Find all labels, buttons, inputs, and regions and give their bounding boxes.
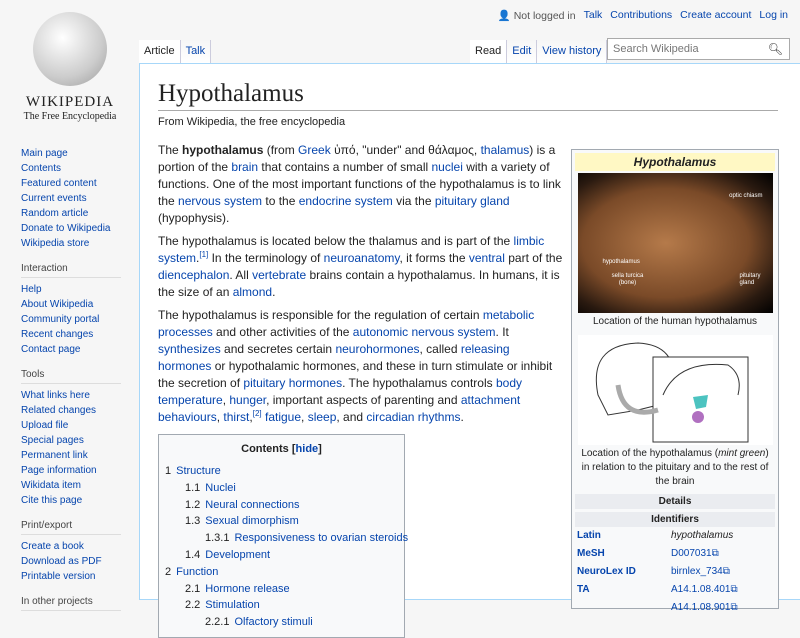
text: and other activities of the — [212, 325, 353, 339]
text: (hypophysis). — [158, 211, 230, 225]
sidebar-item[interactable]: About Wikipedia — [21, 299, 94, 310]
logo-tagline: The Free Encyclopedia — [23, 111, 117, 122]
sidebar-section-heading: Interaction — [21, 263, 121, 278]
text: . All — [229, 268, 253, 282]
sidebar-item[interactable]: Permanent link — [21, 450, 88, 461]
toc-hide-link[interactable]: hide — [295, 443, 319, 455]
paragraph — [158, 142, 564, 227]
article-link[interactable]: sleep — [307, 410, 337, 424]
text: , — [301, 410, 308, 424]
infobox-key[interactable]: TA — [577, 584, 590, 595]
text: . It — [495, 325, 509, 339]
infobox-value[interactable]: A14.1.08.901 — [671, 602, 731, 613]
toc-link[interactable]: Sexual dimorphism — [205, 515, 299, 528]
text: . — [196, 251, 200, 265]
sidebar-item[interactable]: Printable version — [21, 571, 96, 582]
sidebar-item[interactable]: Main page — [21, 148, 68, 159]
infobox — [571, 149, 779, 613]
infobox-row — [575, 527, 775, 545]
toc-item[interactable] — [165, 581, 398, 598]
infobox-value[interactable]: A14.1.08.401 — [671, 584, 731, 595]
text: , — [222, 393, 230, 407]
site-sub: From Wikipedia, the free encyclopedia — [158, 116, 346, 128]
toc-link[interactable]: Structure — [176, 465, 221, 477]
article-link[interactable]: neuroanatomy — [323, 251, 400, 265]
article-link[interactable]: vertebrate — [252, 268, 307, 282]
sidebar-item[interactable]: Donate to Wikipedia — [21, 223, 111, 234]
logo-wordmark: WIKIPEDIA — [25, 94, 115, 110]
toc-item[interactable] — [165, 530, 409, 547]
sidebar-item[interactable]: Related changes — [21, 405, 97, 416]
text: (from — [263, 143, 299, 157]
article-link[interactable]: brain — [231, 160, 259, 174]
text: or hypothalamic hormones, and these in turn stimulate or inhibit the secretion of — [158, 359, 553, 390]
article-link[interactable]: thirst — [223, 410, 250, 424]
sidebar-item[interactable]: Wikidata item — [21, 480, 82, 491]
diagram-icon — [578, 335, 773, 445]
tab-edit[interactable]: Edit — [507, 40, 537, 63]
toc-link[interactable]: Development — [205, 548, 271, 561]
sidebar-section-heading: Print/export — [21, 520, 121, 535]
toc-link[interactable]: Function — [176, 565, 219, 578]
sidebar-item[interactable]: Current events — [21, 193, 87, 204]
text: and secretes certain — [220, 342, 336, 356]
article-link[interactable]: metabolic processes — [158, 308, 535, 339]
label-pituitary-gland: pituitary gland — [739, 273, 761, 286]
text: ) is a portion of the — [158, 143, 556, 174]
toc-link[interactable]: Nuclei — [205, 481, 236, 494]
sidebar-section-heading: Tools — [21, 369, 121, 384]
sidebar-item[interactable]: Cite this page — [21, 495, 83, 506]
sidebar — [21, 146, 131, 615]
sidebar-item[interactable]: Random article — [21, 208, 89, 219]
caption-1: Location of the human hypothalamus — [593, 316, 757, 327]
infobox-row — [575, 545, 775, 563]
text: The hypothalamus is located below the thalamus and is part of the — [158, 234, 514, 248]
search-input[interactable]: Search Wikipedia 🔍︎ — [607, 38, 790, 60]
caption-2: Location of the hypothalamus (mint green) in relation to the pituitary and to the rest of the brain — [581, 448, 769, 487]
sidebar-item[interactable]: Special pages — [21, 435, 84, 446]
sidebar-item[interactable]: What links here — [21, 390, 90, 401]
article-link[interactable]: autonomic nervous system — [352, 325, 496, 339]
brain-section-image[interactable] — [578, 173, 773, 313]
article-link[interactable]: thalamus — [480, 143, 530, 157]
user-icon: 👤 — [497, 10, 511, 22]
toc-number: 2.2.1 — [205, 616, 230, 629]
talk-link[interactable]: Talk — [583, 9, 603, 21]
external-link-icon: ⧉ — [722, 566, 730, 577]
toc-number: 1.3.1 — [205, 532, 230, 545]
external-link-icon: ⧉ — [730, 602, 738, 613]
sidebar-item[interactable]: Page information — [21, 465, 97, 476]
infobox-value: hypothalamus — [671, 530, 734, 541]
article-link[interactable]: limbic system — [158, 234, 545, 265]
text: brains contain a hypothalamus. In humans, it is the size of an — [158, 268, 560, 299]
article-link[interactable]: nuclei — [431, 160, 463, 174]
table-of-contents: Contents [hide] 1 Structure 1.1 Nuclei 1.2 Neural connections 1.3 Sexual dimorphism 1.3.1 Responsiveness to ovarian steroids 1.4 Development 2 Function 2.1 Hormone release 2.2 Stimulation 2.2.1 Olfactory stimuli — [158, 434, 405, 638]
article-link[interactable]: body temperature — [158, 376, 523, 407]
article-link[interactable]: neurohormones — [335, 342, 420, 356]
toc-item[interactable] — [165, 463, 398, 480]
article-link[interactable]: almond — [232, 285, 273, 299]
text: , it forms the — [399, 251, 469, 265]
sidebar-item[interactable]: Contact page — [21, 344, 81, 355]
reference[interactable]: [1] — [199, 250, 209, 259]
article-link[interactable]: ventral — [468, 251, 505, 265]
text: , called — [419, 342, 461, 356]
toc-number: 1 — [165, 465, 172, 477]
article-link[interactable]: attachment behaviours — [158, 393, 521, 424]
toc-link[interactable]: Hormone release — [205, 582, 290, 595]
infobox-value[interactable]: birnlex_734 — [671, 566, 723, 577]
text: that contains a number of small — [258, 160, 432, 174]
contributions-link[interactable]: Contributions — [610, 9, 673, 21]
content — [139, 63, 800, 629]
not-logged-in: 👤 Not logged in — [497, 10, 576, 22]
toc-item[interactable] — [165, 480, 398, 497]
infobox-row — [575, 563, 775, 581]
label-optic-chiasm: optic chiasm — [729, 193, 763, 199]
sidebar-item[interactable]: Featured content — [21, 178, 97, 189]
toc-link[interactable]: Responsiveness to ovarian steroids — [234, 532, 409, 545]
article-link[interactable]: circadian rhythms — [366, 410, 461, 424]
label-sella-turcica: sella turcica (bone) — [611, 273, 644, 286]
toc-number: 1.2 — [185, 498, 201, 511]
text: via the — [392, 194, 435, 208]
sidebar-item[interactable]: Upload file — [21, 420, 69, 431]
wikipedia-logo[interactable] — [10, 8, 130, 123]
toc-item[interactable] — [165, 614, 398, 631]
infobox-row — [575, 581, 775, 599]
text: , — [216, 410, 224, 424]
text: In the terminology of — [208, 251, 324, 265]
create-account-link[interactable]: Create account — [680, 9, 752, 21]
bold-term: hypothalamus — [182, 143, 264, 157]
login-link[interactable]: Log in — [759, 9, 788, 21]
toc-number: 1.3 — [185, 515, 201, 528]
text: . — [272, 285, 276, 299]
identifiers-header: Identifiers — [575, 512, 775, 527]
tab-talk[interactable]: Talk — [181, 40, 212, 63]
text: part of the — [504, 251, 563, 265]
infobox-key[interactable] — [577, 599, 671, 617]
toc-item[interactable] — [165, 547, 398, 564]
page-title: Hypothalamus — [158, 80, 778, 111]
toc-number: 2 — [165, 565, 172, 578]
sidebar-section-heading: In other projects — [21, 596, 121, 611]
article-link[interactable]: synthesizes — [158, 342, 221, 356]
article-link[interactable]: fatigue — [265, 410, 302, 424]
infobox-key[interactable]: Latin — [577, 530, 601, 541]
globe-icon — [33, 12, 107, 86]
article-link[interactable]: diencephalon — [158, 268, 230, 282]
external-link-icon: ⧉ — [730, 584, 738, 595]
toc-number: 1.4 — [185, 548, 201, 561]
sidebar-item[interactable]: Create a book — [21, 541, 84, 552]
article-link[interactable]: endocrine system — [298, 194, 393, 208]
toc-link[interactable]: Stimulation — [205, 599, 260, 612]
toc-item[interactable] — [165, 513, 398, 530]
text: . — [460, 410, 464, 424]
sidebar-item[interactable]: Wikipedia store — [21, 238, 90, 249]
text: ὑπό, "under" and θάλαμος, — [330, 143, 481, 157]
search-icon[interactable]: 🔍︎ — [767, 42, 783, 56]
sidebar-item[interactable]: Recent changes — [21, 329, 94, 340]
infobox-key[interactable]: NeuroLex ID — [577, 566, 636, 577]
tab-read[interactable]: Read — [470, 40, 507, 63]
text: , — [249, 410, 253, 424]
toc-title: Contents — [241, 443, 289, 455]
text: to the — [262, 194, 299, 208]
infobox-key[interactable]: MeSH — [577, 548, 605, 559]
text: . The hypothalamus controls — [342, 376, 496, 390]
sidebar-item[interactable]: Help — [21, 284, 42, 295]
text: , and — [336, 410, 367, 424]
toc-number: 2.1 — [185, 582, 201, 595]
brain-diagram-image[interactable] — [578, 335, 773, 445]
text: with a variety of functions. One of the most important functions of the hypothalamus is to link the — [158, 160, 561, 208]
text: , important aspects of parenting and — [266, 393, 461, 407]
sidebar-item[interactable]: Community portal — [21, 314, 100, 325]
toc-link[interactable]: Olfactory stimuli — [234, 616, 313, 629]
infobox-title: Hypothalamus — [575, 153, 775, 171]
tab-view-history[interactable]: View history — [537, 40, 607, 63]
reference[interactable]: [2] — [252, 409, 262, 418]
article-link[interactable]: nervous system — [178, 194, 263, 208]
toc-link[interactable]: Neural connections — [205, 498, 300, 511]
infobox-value[interactable]: D007031 — [671, 548, 712, 559]
details-header[interactable]: Details — [575, 494, 775, 509]
article-body — [158, 142, 564, 638]
infobox-row — [575, 599, 775, 617]
paragraph — [158, 307, 564, 426]
toc-item[interactable] — [165, 564, 398, 581]
sidebar-item[interactable]: Download as PDF — [21, 556, 102, 567]
article-link[interactable]: pituitary hormones — [243, 376, 343, 390]
toc-number: 1.1 — [185, 481, 201, 494]
personal-tools — [498, 9, 788, 22]
external-link-icon: ⧉ — [711, 548, 719, 559]
text: The — [158, 143, 183, 157]
toc-item[interactable] — [165, 497, 398, 514]
article-link[interactable]: pituitary gland — [434, 194, 510, 208]
article-link[interactable]: releasing hormones — [158, 342, 510, 373]
article-link[interactable]: hunger — [229, 393, 267, 407]
text: The hypothalamus is responsible for the regulation of certain — [158, 308, 483, 322]
label-hypothalamus: hypothalamus — [602, 259, 640, 265]
tab-article[interactable]: Article — [139, 40, 181, 63]
paragraph — [158, 233, 564, 301]
article-link[interactable]: Greek — [298, 143, 331, 157]
toc-number: 2.2 — [185, 599, 201, 612]
sidebar-item[interactable]: Contents — [21, 163, 62, 174]
